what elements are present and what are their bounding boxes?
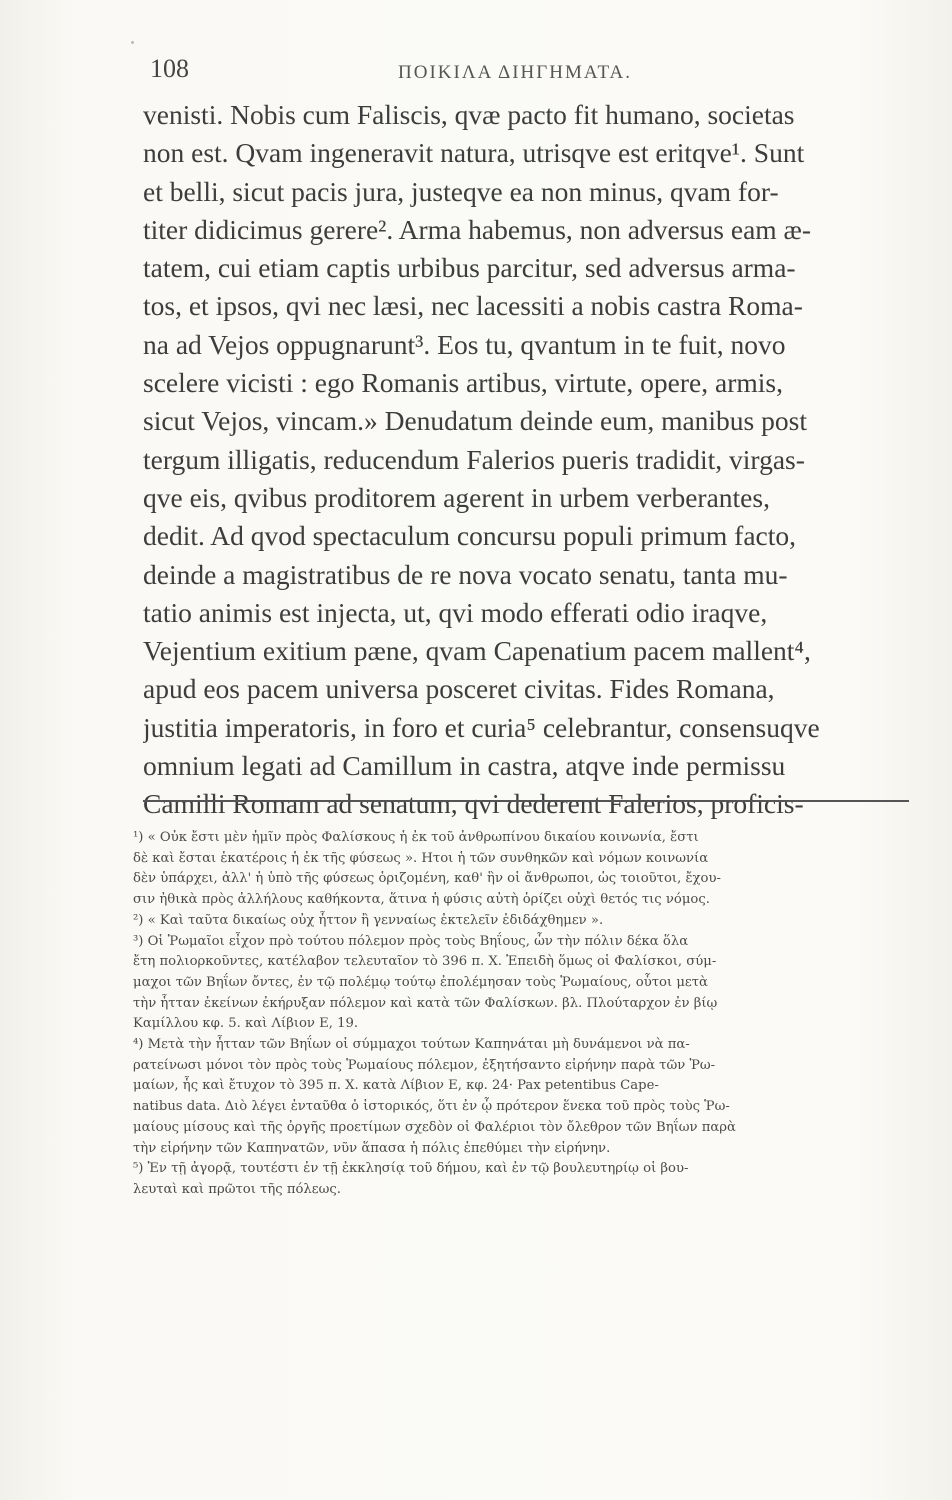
body-line: sicut Vejos, vincam.» Denudatum deinde eum, manibus post [143, 405, 807, 437]
body-line: qve eis, qvibus proditorem agerent in urbem verberantes, [143, 481, 770, 513]
footnote-line: μαίους μίσους καὶ τῆς ὀργῆς προετίμων σχεδὸν οἱ Φαλέριοι τὸν ὄλεθρον τῶν Βηΐων παρὰ [133, 1119, 736, 1135]
page-number: 108 [150, 54, 189, 83]
footnote-line: ²) « Καὶ ταῦτα δικαίως οὐχ ἧττον ἢ γενναίως ἐκτελεῖν ἐδιδάχθημεν ». [133, 912, 604, 928]
page-header [150, 54, 910, 94]
footnote-line: σιν ἠθικὰ πρὸς ἀλλήλους καθήκοντα, ἅτινα ἡ φύσις αὐτὴ ὁρίζει οὐχὶ θετός τις νόμος. [133, 892, 710, 908]
running-title: ΠΟΙΚΙΛΑ ΔΙΗΓΗΜΑΤΑ. [398, 62, 633, 83]
body-line: na ad Vejos oppugnarunt³. Eos tu, qvantum in te fuit, novo [143, 328, 786, 360]
paper-speck [131, 41, 134, 44]
body-line: et belli, sicut pacis jura, justeqve ea non minus, qvam for- [143, 175, 779, 207]
footnote-line: λευταὶ καὶ πρῶτοι τῆς πόλεως. [133, 1181, 341, 1197]
body-line: justitia imperatoris, in foro et curia⁵ celebrantur, consensuqve [143, 711, 820, 743]
footnote-line: natibus data. Διὸ λέγει ἐνταῦθα ὁ ἱστορικός, ὅτι ἐν ᾧ πρότερον ἕνεκα τοῦ πρὸς τοὺς Ῥω- [133, 1099, 730, 1115]
body-line: Vejentium exitium pæne, qvam Capenatium pacem mallent⁴, [143, 635, 811, 667]
footnote-line: μαίων, ἧς καὶ ἔτυχον τὸ 395 π. Χ. κατὰ Λίβιον Ε, κφ. 24· Pax petentibus Cape- [133, 1078, 659, 1094]
footnote-line: ¹) « Οὐκ ἔστι μὲν ἡμῖν πρὸς Φαλίσκους ἡ ἐκ τοῦ ἀνθρωπίνου δικαίου κοινωνία, ἔστι [133, 830, 699, 845]
body-line: apud eos pacem universa posceret civitas. Fides Romana, [143, 673, 775, 705]
footnote-line: δὲν ὑπάρχει, ἀλλ' ἡ ὑπὸ τῆς φύσεως ὁριζομένη, καθ' ἣν οἱ ἄνθρωποι, ὡς τοιοῦτοι, ἔχου- [133, 871, 721, 887]
footnote-line: ⁵) Ἐν τῇ ἀγορᾷ, τουτέστι ἐν τῇ ἐκκλησίᾳ τοῦ δήμου, καὶ ἐν τῷ βουλευτηρίῳ οἱ βου- [133, 1161, 689, 1177]
footnote-line: τὴν εἰρήνην τῶν Καπηνατῶν, νῦν ἅπασα ἡ πόλις ἐπεθύμει τὴν εἰρήνην. [133, 1140, 611, 1156]
body-line: omnium legati ad Camillum in castra, atqve inde permissu [143, 750, 786, 782]
footnote-line: ³) Οἱ Ῥωμαῖοι εἶχον πρὸ τούτου πόλεμον πρὸς τοὺς Βηΐους, ὧν τὴν πόλιν δέκα ὅλα [133, 933, 689, 949]
body-line: scelere vicisti : ego Romanis artibus, virtute, opere, armis, [143, 367, 783, 399]
body-line: Camilli Romam ad senatum, qvi dederent Falerios, proficis- [143, 788, 804, 820]
body-line: tatio animis est injecta, ut, qvi modo efferati odio iraqve, [143, 596, 768, 628]
body-line: tergum illigatis, reducendum Falerios pueris tradidit, virgas- [143, 443, 805, 475]
footnote-line: μαχοι τῶν Βηΐων ὄντες, ἐν τῷ πολέμῳ τούτῳ ἐπολέμησαν τοὺς Ῥωμαίους, οὗτοι μετὰ [133, 974, 708, 990]
footnote-line: ἔτη πολιορκοῦντες, κατέλαβον τελευταῖον τὸ 396 π. Χ. Ἐπειδὴ ὅμως οἱ Φαλίσκοι, σύμ- [133, 954, 717, 970]
body-line: tatem, cui etiam captis urbibus parcitur, sed adversus arma- [143, 252, 796, 284]
body-line: deinde a magistratibus de re nova vocato senatu, tanta mu- [143, 558, 788, 590]
body-line: non est. Qvam ingeneravit natura, utrisqve est eritqve¹. Sunt [143, 137, 805, 169]
body-line: tos, et ipsos, qvi nec læsi, nec lacessiti a nobis castra Roma- [143, 290, 803, 322]
footnote-line: τὴν ἧτταν ἐκείνων ἐκήρυξαν πόλεμον καὶ κατὰ τῶν Φαλίσκων. βλ. Πλούταρχον ἐν βίῳ [133, 995, 718, 1011]
footnote-line: Καμίλλου κφ. 5. καὶ Λίβιον Ε, 19. [133, 1016, 359, 1032]
footnote-line: δὲ καὶ ἔσται ἑκατέροις ἡ ἐκ τῆς φύσεως ». Ητοι ἡ τῶν συνθηκῶν καὶ νόμων κοινωνία [133, 850, 709, 866]
main-text [143, 96, 911, 824]
footnote-line: ρατείνωσι μόνοι τὸν πρὸς τοὺς Ῥωμαίους πόλεμον, ἐξητήσαντο εἰρήνην παρὰ τῶν Ῥω- [133, 1057, 716, 1073]
body-line: dedit. Ad qvod spectaculum concursu populi primum facto, [143, 520, 796, 552]
body-line: titer didicimus gerere². Arma habemus, non adversus eam æ- [143, 213, 812, 245]
footnotes [133, 828, 913, 1201]
footnote-line: ⁴) Μετὰ τὴν ἧτταν τῶν Βηΐων οἱ σύμμαχοι τούτων Καπηνάται μὴ δυνάμενοι νὰ πα- [133, 1037, 690, 1053]
body-line: venisti. Nobis cum Faliscis, qvæ pacto fit humano, societas [143, 99, 795, 130]
footnote-divider [143, 800, 909, 802]
